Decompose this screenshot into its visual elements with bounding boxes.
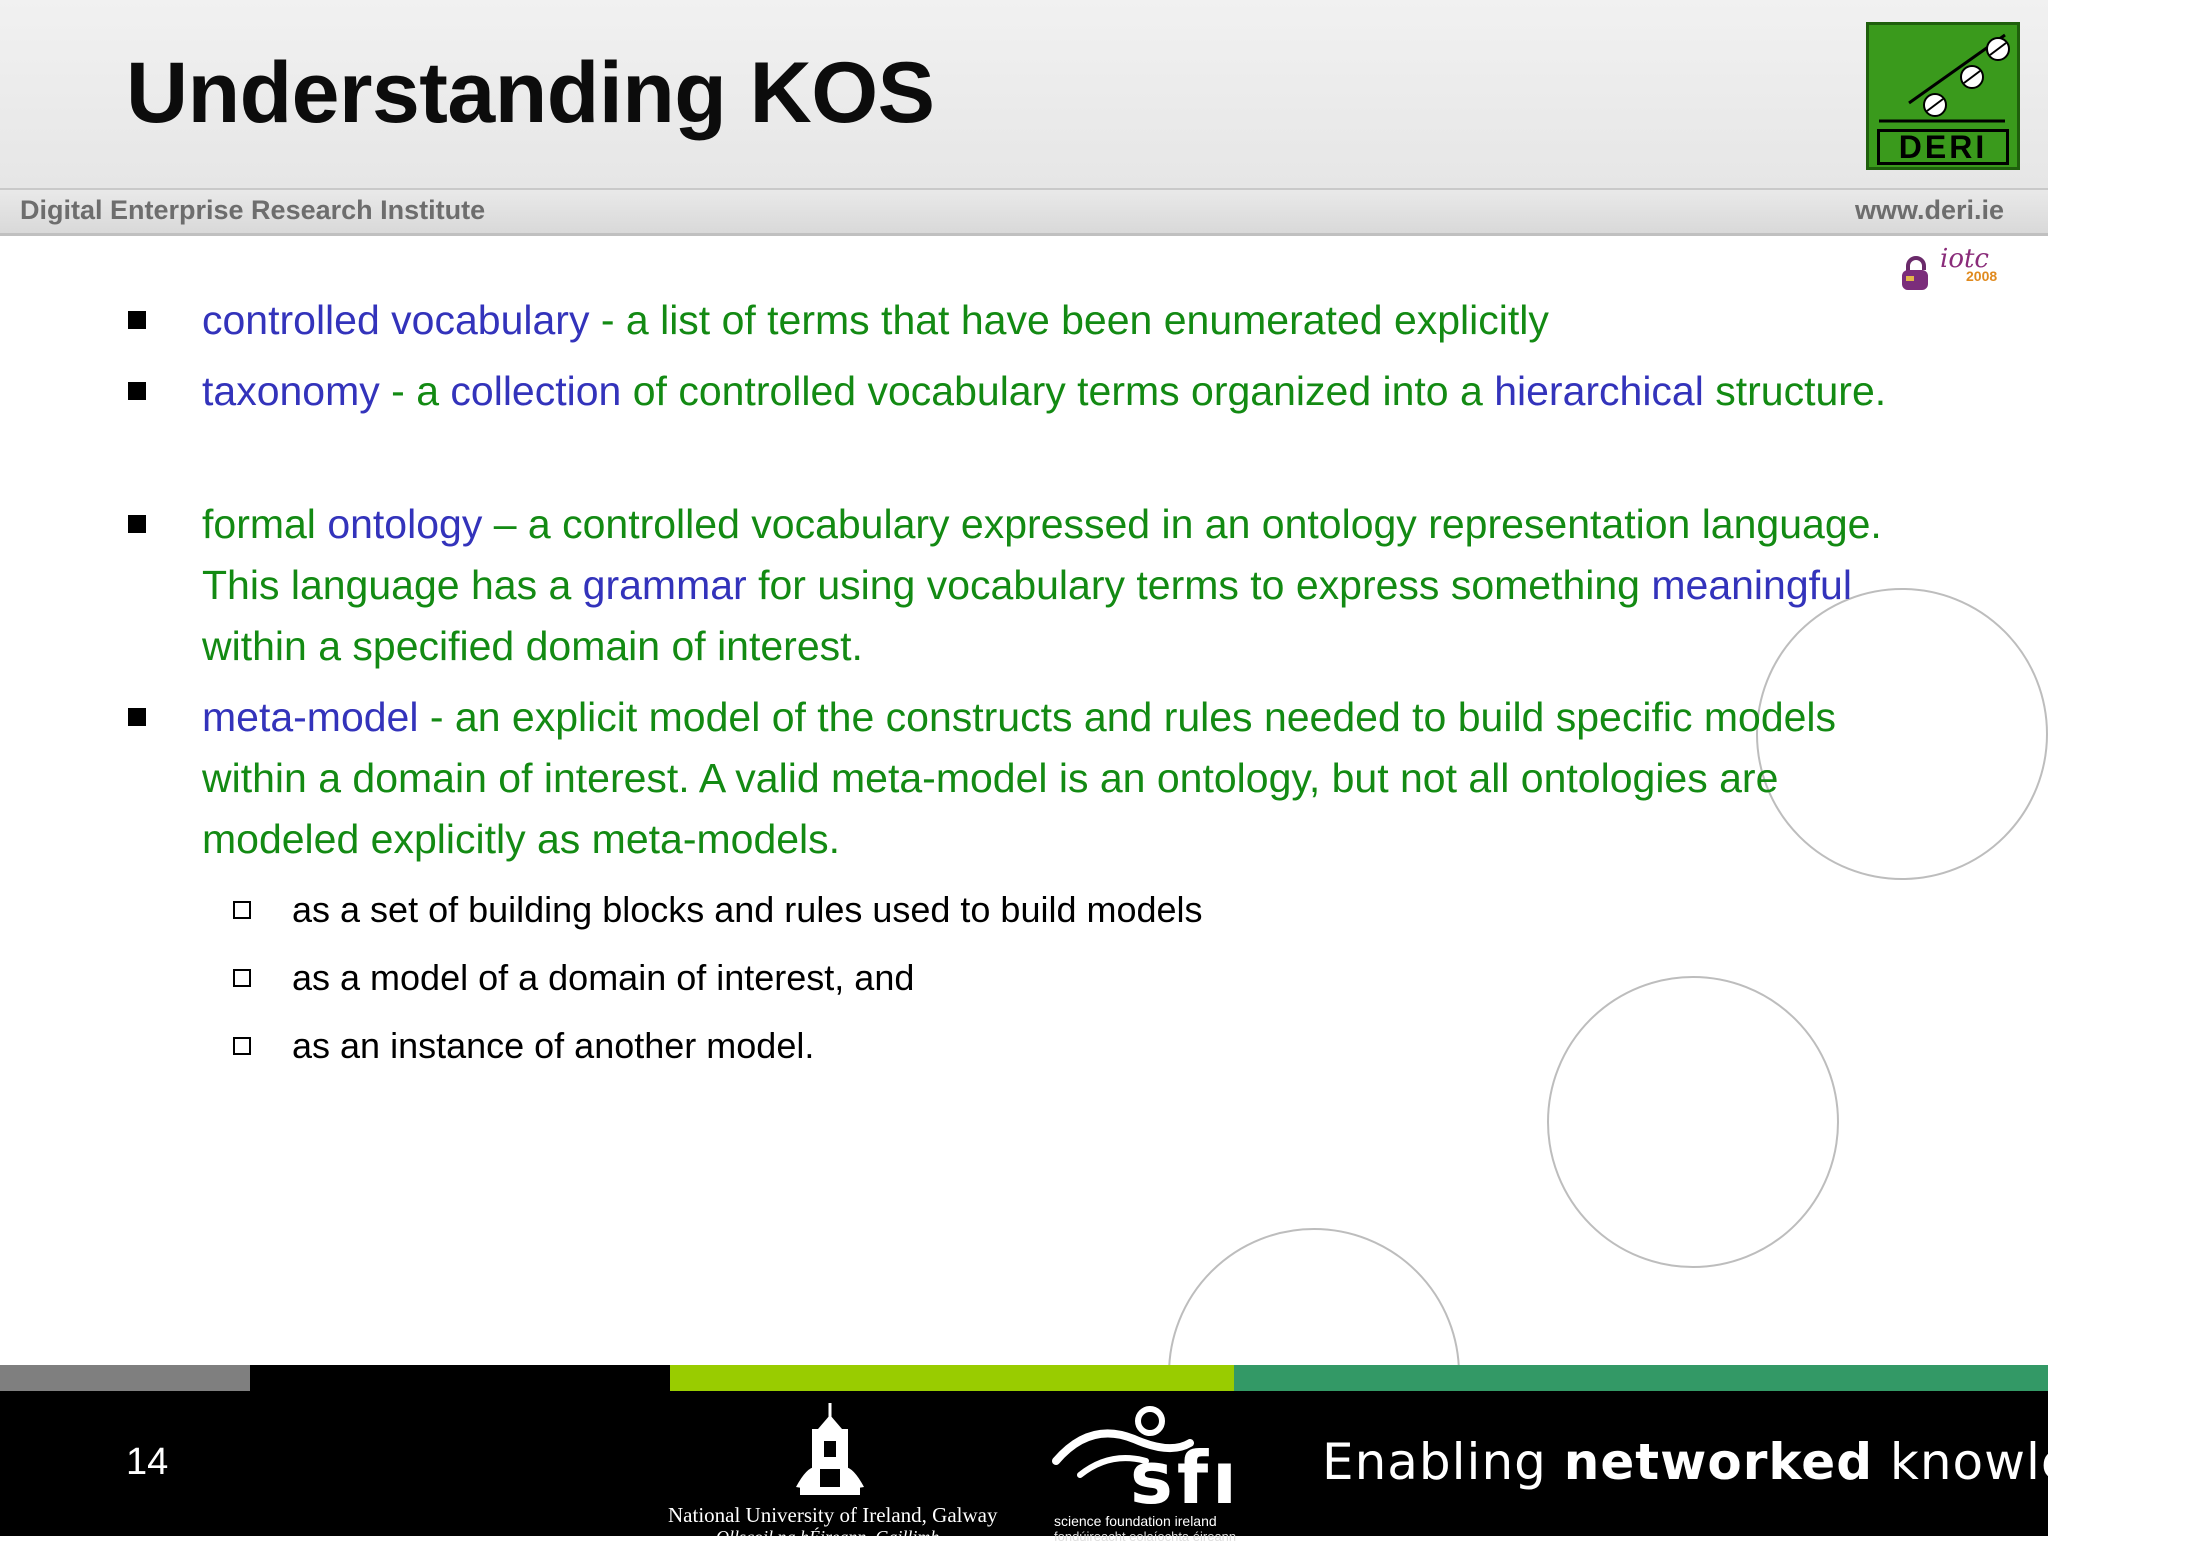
svg-text:sfı: sfı xyxy=(1130,1436,1241,1520)
term-text: meta-model xyxy=(202,694,419,740)
term-text: collection xyxy=(450,368,622,414)
header-bar xyxy=(0,0,2048,188)
sfi-letters-icon xyxy=(1050,1399,1250,1520)
institute-bar xyxy=(0,188,2048,236)
deri-logo-text: DERI xyxy=(1877,129,2009,165)
iotc-logo xyxy=(1896,244,2006,294)
deri-logo xyxy=(1866,22,2020,170)
bullet-square-icon xyxy=(128,382,146,400)
sfi-logo xyxy=(1050,1399,1250,1544)
university-name: National University of Ireland, Galway xyxy=(668,1503,998,1527)
term-text: taxonomy xyxy=(202,368,380,414)
stripe-segment xyxy=(1234,1365,2048,1391)
tagline-emphasis: networked xyxy=(1563,1433,1873,1491)
sfi-name: science foundation ireland xyxy=(1054,1513,1217,1529)
definition-text: formal xyxy=(202,501,328,547)
iotc-logo-text: iotc xyxy=(1940,244,1989,274)
list-item xyxy=(202,687,1902,870)
institute-name: Digital Enterprise Research Institute xyxy=(20,195,486,225)
slide-title: Understanding KOS xyxy=(126,45,935,141)
tagline-start: Enabling xyxy=(1322,1433,1564,1491)
sub-bullet-icon xyxy=(233,901,251,919)
nuig-logo xyxy=(660,1399,1000,1547)
stripe-segment xyxy=(250,1365,670,1391)
stripe-segment xyxy=(670,1365,1234,1391)
deri-logo-graphic xyxy=(1869,25,2017,129)
sfi-name-irish: fondúireacht eolaíochta éireann xyxy=(1054,1529,1237,1544)
list-item xyxy=(202,361,1902,422)
stripe-segment xyxy=(0,1365,250,1391)
definition-text: - an explicit model of the constructs and rules needed to build specific models within a domain of interest. A valid meta-model is an ontology, but not all ontologies are modeled explicitly as meta-models. xyxy=(202,694,1837,862)
term-text: hierarchical xyxy=(1494,368,1704,414)
term-text: meaningful xyxy=(1651,562,1852,608)
color-stripe xyxy=(0,1365,2048,1391)
definition-text: - a xyxy=(379,368,451,414)
sub-list-item: as an instance of another model. xyxy=(292,1025,815,1066)
bullet-square-icon xyxy=(128,708,146,726)
term-text: ontology xyxy=(327,501,483,547)
page-number: 14 xyxy=(126,1441,169,1483)
university-name-irish: Ollscoil na hÉireann, Gaillimh xyxy=(716,1527,940,1547)
sub-list-item: as a model of a domain of interest, and xyxy=(292,957,915,998)
bullet-square-icon xyxy=(128,311,146,329)
padlock-icon xyxy=(1896,254,1936,294)
definition-text: for using vocabulary terms to express something xyxy=(746,562,1652,608)
sub-bullet-icon xyxy=(233,969,251,987)
tagline xyxy=(1322,1433,2187,1491)
definition-text: - a list of terms that have been enumerated explicitly xyxy=(589,297,1549,343)
definition-text: structure. xyxy=(1703,368,1887,414)
bullet-square-icon xyxy=(128,515,146,533)
website-link[interactable]: www.deri.ie xyxy=(1854,195,2004,225)
iotc-logo-year: 2008 xyxy=(1966,268,1998,284)
term-text: grammar xyxy=(582,562,747,608)
decorative-circle xyxy=(1547,976,1839,1268)
tagline-end: knowledge. xyxy=(1873,1433,2187,1491)
term-text: controlled vocabulary xyxy=(202,297,590,343)
definition-text: within a specified domain of interest. xyxy=(202,623,863,669)
sub-list-item: as a set of building blocks and rules used to build models xyxy=(292,889,1203,930)
definition-text: – a controlled vocabulary expressed in an ontology representation language. This language has a xyxy=(202,501,1882,608)
university-crest-icon xyxy=(660,1399,1000,1503)
list-item xyxy=(202,290,1902,351)
footer-bar xyxy=(0,1391,2187,1547)
definition-text: of controlled vocabulary terms organized into a xyxy=(621,368,1495,414)
list-item xyxy=(202,494,1902,677)
sub-bullet-icon xyxy=(233,1037,251,1055)
